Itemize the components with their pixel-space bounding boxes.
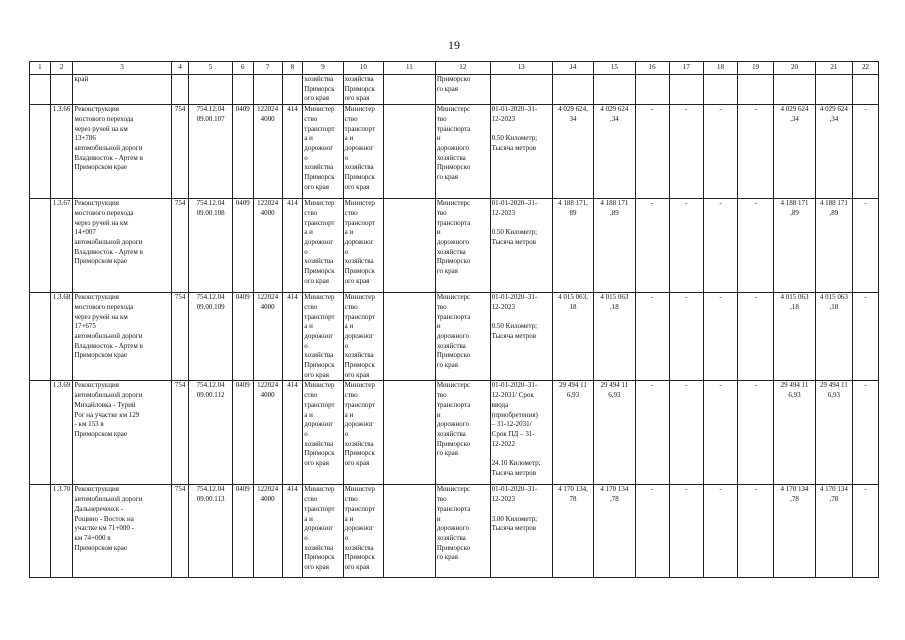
table-row	[30, 381, 879, 485]
cell-vr: 414	[282, 199, 303, 293]
cell-amount-2025: 4 029 624 ,34	[774, 105, 815, 199]
cell	[635, 75, 669, 105]
cell	[30, 293, 51, 381]
cell-code: 754	[171, 105, 189, 199]
cell-amount-2025: 29 494 11 6,93	[774, 381, 815, 485]
cell-amount-2024: -	[738, 199, 774, 293]
cell-empty	[384, 485, 436, 578]
table-row	[30, 105, 879, 199]
cell-code: 754	[171, 293, 189, 381]
cell-code: 754	[171, 485, 189, 578]
cell-responsible: Министерс тво транспорта и дорожного хозяйства Приморско го края	[435, 485, 490, 578]
column-header-19: 19	[738, 62, 774, 75]
column-header-13: 13	[490, 62, 552, 75]
cell	[30, 485, 51, 578]
cell-vr: 414	[282, 293, 303, 381]
column-number-row	[30, 62, 879, 75]
cell-amount-2027: -	[852, 293, 878, 381]
cell-amount-2023: -	[703, 199, 737, 293]
cell	[30, 199, 51, 293]
cell-csr: 122024 4000	[253, 199, 282, 293]
cell-executor: Министер ство транспорт а и дорожног о хозяйства Приморск ого края	[343, 105, 383, 199]
cell-amount-total: 4 015 063, 18	[552, 293, 593, 381]
cell	[282, 75, 303, 105]
cell-csr: 122024 4000	[253, 105, 282, 199]
cell-name: Реконструкция мостового перехода через ручей на км 14+007 автомобильной дороги Владивосток - Артем в Приморском крае	[73, 199, 171, 293]
cell	[815, 75, 852, 105]
column-header-9: 9	[303, 62, 343, 75]
cell-executor: Министер ство транспорт а и дорожног о хозяйства Приморск ого края	[343, 485, 383, 578]
cell	[669, 75, 703, 105]
cell-amount-2021: -	[635, 381, 669, 485]
cell-amount-2027: -	[852, 105, 878, 199]
column-header-7: 7	[253, 62, 282, 75]
column-header-14: 14	[552, 62, 593, 75]
cell-executor: Министер ство транспорт а и дорожног о хозяйства Приморск ого края	[343, 293, 383, 381]
cell-amount-2020: 4 188 171 ,89	[594, 199, 635, 293]
cell-number: 1.3.66	[50, 105, 73, 199]
cell-amount-2026: 4 015 063 ,18	[815, 293, 852, 381]
cell-amount-total: 4 029 624, 34	[552, 105, 593, 199]
cell-empty	[384, 199, 436, 293]
cell-amount-2023: -	[703, 293, 737, 381]
cell	[852, 75, 878, 105]
cell-target-code: 754.12.04 09.00.108	[189, 199, 232, 293]
cell	[738, 75, 774, 105]
cell	[30, 381, 51, 485]
page-number: 19	[448, 38, 460, 52]
cell-amount-2021: -	[635, 199, 669, 293]
table-row	[30, 485, 879, 578]
cell	[30, 75, 51, 105]
column-header-1: 1	[30, 62, 51, 75]
cell-target-code: 754.12.04 09.00.112	[189, 381, 232, 485]
cell-amount-total: 29 494 11 6,93	[552, 381, 593, 485]
cell-period-capacity: 01-01-2020–31- 12-2023 3.00 Километр; Тысяча метров	[490, 485, 552, 578]
cell-section: 0409	[232, 199, 253, 293]
column-header-18: 18	[703, 62, 737, 75]
cell	[50, 75, 73, 105]
cell-amount-2026: 29 494 11 6,93	[815, 381, 852, 485]
cell-responsible: Министерс тво транспорта и дорожного хозяйства Приморско го края	[435, 293, 490, 381]
cell-amount-2020: 4 170 134 ,78	[594, 485, 635, 578]
cell-amount-2025: 4 170 134 ,78	[774, 485, 815, 578]
cell-customer: Министер ство транспорт а и дорожног о хозяйства Приморск ого края	[303, 485, 343, 578]
cell-csr: 122024 4000	[253, 293, 282, 381]
cell-target-code: 754.12.04 09.00.107	[189, 105, 232, 199]
cell-name: край	[73, 75, 171, 105]
cell-period-capacity: 01-01-2020–31- 12-2023 0.50 Километр; Тысяча метров	[490, 293, 552, 381]
cell-empty	[384, 105, 436, 199]
cell-section: 0409	[232, 293, 253, 381]
cell-customer: хозяйства Приморск ого края	[303, 75, 343, 105]
cell-amount-total: 4 170 134, 78	[552, 485, 593, 578]
cell-amount-2027: -	[852, 381, 878, 485]
cell-executor: хозяйства Приморск ого края	[343, 75, 383, 105]
cell-period-capacity: 01-01-2020–31- 12-2031/ Срок ввода (приобретения) – 31-12-2031/ Срок ПД – 31- 12-2022 24.10 Километр; Тысяча метров	[490, 381, 552, 485]
cell	[552, 75, 593, 105]
cell-period-capacity: 01-01-2020–31- 12-2023 0.50 Километр; Тысяча метров	[490, 105, 552, 199]
cell-period-capacity: 01-01-2020–31- 12-2023 0.50 Километр; Тысяча метров	[490, 199, 552, 293]
column-header-2: 2	[50, 62, 73, 75]
cell-amount-2024: -	[738, 485, 774, 578]
cell-amount-2021: -	[635, 485, 669, 578]
cell-amount-2024: -	[738, 293, 774, 381]
cell-executor: Министер ство транспорт а и дорожног о хозяйства Приморск ого края	[343, 381, 383, 485]
table-row-continued	[30, 75, 879, 105]
cell-amount-2021: -	[635, 105, 669, 199]
column-header-8: 8	[282, 62, 303, 75]
cell-amount-2026: 4 029 624 ,34	[815, 105, 852, 199]
cell	[703, 75, 737, 105]
cell-csr: 122024 4000	[253, 485, 282, 578]
column-header-11: 11	[384, 62, 436, 75]
cell	[384, 75, 436, 105]
cell-amount-2022: -	[669, 199, 703, 293]
cell	[594, 75, 635, 105]
column-header-20: 20	[774, 62, 815, 75]
column-header-6: 6	[232, 62, 253, 75]
cell-amount-2020: 29 494 11 6,93	[594, 381, 635, 485]
cell-number: 1.3.67	[50, 199, 73, 293]
cell-empty	[384, 381, 436, 485]
cell-customer: Министер ство транспорт а и дорожног о хозяйства Приморск ого края	[303, 381, 343, 485]
cell	[189, 75, 232, 105]
column-header-10: 10	[343, 62, 383, 75]
cell-vr: 414	[282, 105, 303, 199]
column-header-15: 15	[594, 62, 635, 75]
cell-name: Реконструкция автомобильной дороги Михайловка - Турий Рог на участке км 129 - км 153 в Приморском крае	[73, 381, 171, 485]
cell-amount-2023: -	[703, 105, 737, 199]
cell-amount-2021: -	[635, 293, 669, 381]
column-header-22: 22	[852, 62, 878, 75]
column-header-16: 16	[635, 62, 669, 75]
cell-target-code: 754.12.04 09.00.109	[189, 293, 232, 381]
column-header-17: 17	[669, 62, 703, 75]
cell-amount-2027: -	[852, 199, 878, 293]
cell-code: 754	[171, 199, 189, 293]
cell-amount-2022: -	[669, 293, 703, 381]
column-header-4: 4	[171, 62, 189, 75]
cell-name: Реконструкция мостового перехода через ручей на км 17+675 автомобильной дороги Владивосток - Артем в Приморском крае	[73, 293, 171, 381]
cell-amount-2020: 4 029 624 ,34	[594, 105, 635, 199]
cell	[253, 75, 282, 105]
cell-customer: Министер ство транспорт а и дорожног о хозяйства Приморск ого края	[303, 105, 343, 199]
column-header-3: 3	[73, 62, 171, 75]
cell-number: 1.3.69	[50, 381, 73, 485]
cell-responsible: Министерс тво транспорта и дорожного хозяйства Приморско го края	[435, 105, 490, 199]
cell-section: 0409	[232, 485, 253, 578]
cell	[232, 75, 253, 105]
cell-responsible: Приморско го края	[435, 75, 490, 105]
column-header-12: 12	[435, 62, 490, 75]
cell-amount-2023: -	[703, 485, 737, 578]
cell-responsible: Министерс тво транспорта и дорожного хозяйства Приморско го края	[435, 381, 490, 485]
cell-section: 0409	[232, 381, 253, 485]
cell-amount-2022: -	[669, 105, 703, 199]
cell-target-code: 754.12.04 09.00.113	[189, 485, 232, 578]
cell-amount-2023: -	[703, 381, 737, 485]
table-row	[30, 293, 879, 381]
cell-amount-2022: -	[669, 485, 703, 578]
cell-number: 1.3.70	[50, 485, 73, 578]
cell-amount-2024: -	[738, 105, 774, 199]
cell-empty	[384, 293, 436, 381]
column-header-21: 21	[815, 62, 852, 75]
cell-amount-2022: -	[669, 381, 703, 485]
cell-section: 0409	[232, 105, 253, 199]
cell	[30, 105, 51, 199]
cell-amount-total: 4 188 171, 89	[552, 199, 593, 293]
cell-code: 754	[171, 381, 189, 485]
cell-amount-2026: 4 170 134 ,78	[815, 485, 852, 578]
cell-amount-2024: -	[738, 381, 774, 485]
cell-amount-2020: 4 015 063 ,18	[594, 293, 635, 381]
cell	[490, 75, 552, 105]
cell-vr: 414	[282, 485, 303, 578]
cell-name: Реконструкция мостового перехода через ручей на км 13+786 автомобильной дороги Владивосток - Артем в Приморском крае	[73, 105, 171, 199]
cell-name: Реконструкция автомобильной дороги Дальнереченск - Рощино - Восток на участке км 71+000 - км 74+000 в Приморском крае	[73, 485, 171, 578]
cell-responsible: Министерс тво транспорта и дорожного хозяйства Приморско го края	[435, 199, 490, 293]
cell-amount-2027: -	[852, 485, 878, 578]
cell-number: 1.3.68	[50, 293, 73, 381]
cell-amount-2025: 4 188 171 ,89	[774, 199, 815, 293]
cell	[171, 75, 189, 105]
cell-customer: Министер ство транспорт а и дорожног о хозяйства Приморск ого края	[303, 199, 343, 293]
program-table	[29, 61, 879, 578]
cell-amount-2025: 4 015 063 ,18	[774, 293, 815, 381]
column-header-5: 5	[189, 62, 232, 75]
cell-customer: Министер ство транспорт а и дорожног о хозяйства Приморск ого края	[303, 293, 343, 381]
cell	[774, 75, 815, 105]
cell-amount-2026: 4 188 171 ,89	[815, 199, 852, 293]
table-row	[30, 199, 879, 293]
cell-executor: Министер ство транспорт а и дорожног о хозяйства Приморск ого края	[343, 199, 383, 293]
cell-csr: 122024 4000	[253, 381, 282, 485]
cell-vr: 414	[282, 381, 303, 485]
